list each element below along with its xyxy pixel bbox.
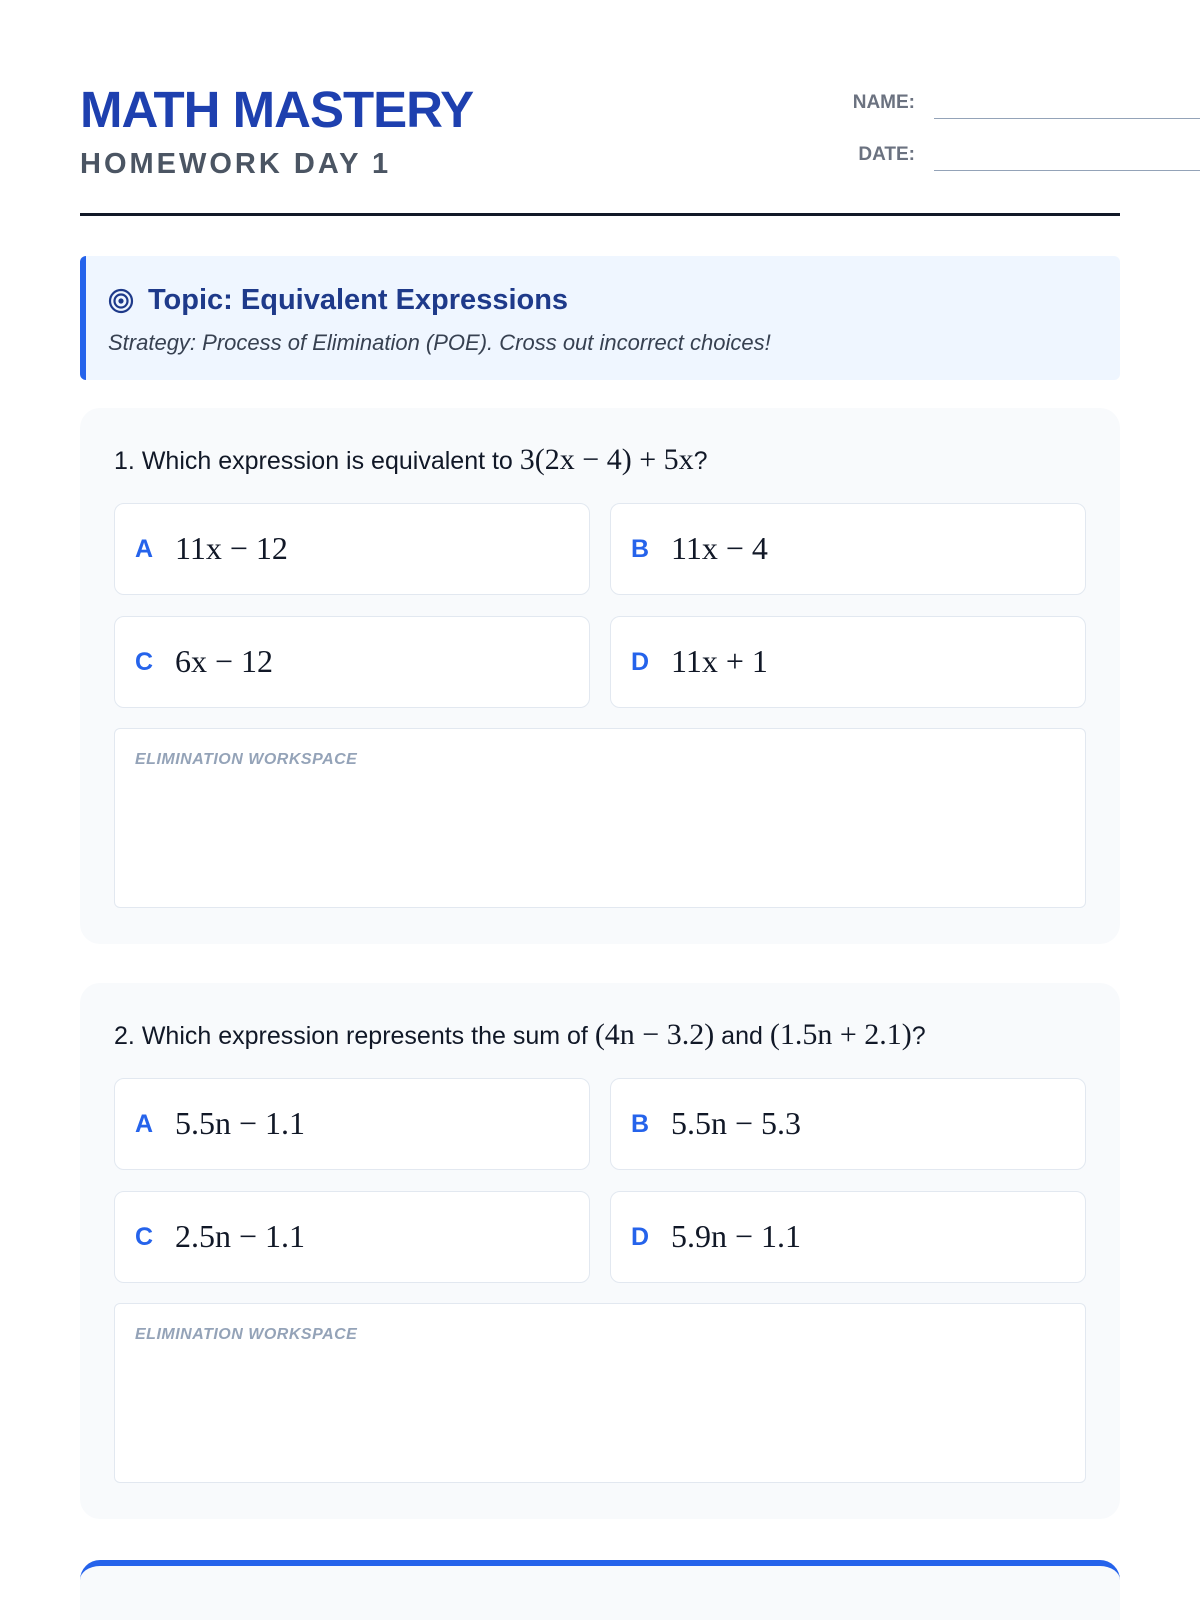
choice-letter: D xyxy=(631,648,650,676)
choice-letter: A xyxy=(135,535,154,563)
choice-letter: B xyxy=(631,535,650,563)
question-card-2 xyxy=(80,983,1120,1519)
workspace-label: ELIMINATION WORKSPACE xyxy=(135,751,358,768)
choice-a[interactable] xyxy=(114,1078,590,1170)
question-math: 3(2x − 4) + 5x xyxy=(519,443,694,476)
question-text: Which expression represents the sum of xyxy=(141,1022,588,1050)
worksheet-page xyxy=(80,0,1120,1343)
choice-expression: 11x − 12 xyxy=(175,530,288,566)
choice-letter: A xyxy=(135,1110,154,1138)
question-text: Which expression is equivalent to xyxy=(141,447,513,475)
elimination-workspace[interactable] xyxy=(114,728,1086,908)
topic-strategy: Strategy: Process of Elimination (POE). Cross out incorrect choices! xyxy=(108,330,771,355)
choice-a[interactable] xyxy=(114,503,590,595)
question-card-1 xyxy=(80,408,1120,944)
choice-expression: 2.5n − 1.1 xyxy=(175,1218,306,1254)
date-label: DATE: xyxy=(858,144,915,165)
topic-callout xyxy=(80,256,1120,380)
choice-expression: 5.9n − 1.1 xyxy=(671,1218,802,1254)
page-subtitle: HOMEWORK DAY 1 xyxy=(80,148,392,180)
choice-b[interactable] xyxy=(610,503,1086,595)
name-label: NAME: xyxy=(852,92,915,113)
choice-expression: 5.5n − 5.3 xyxy=(671,1105,802,1141)
question-conjunction: and xyxy=(721,1022,763,1050)
name-field[interactable] xyxy=(760,90,1200,120)
date-field[interactable] xyxy=(760,142,1200,172)
choice-letter: B xyxy=(631,1110,650,1138)
page-title: MATH MASTERY xyxy=(80,81,474,138)
choice-c[interactable] xyxy=(114,1191,590,1283)
date-line[interactable] xyxy=(934,170,1200,171)
choice-expression: 5.5n − 1.1 xyxy=(175,1105,306,1141)
choice-d[interactable] xyxy=(610,616,1086,708)
choice-d[interactable] xyxy=(610,1191,1086,1283)
question-number: 2. xyxy=(114,1022,135,1050)
workspace-label: ELIMINATION WORKSPACE xyxy=(135,1326,358,1343)
topic-title: Topic: Equivalent Expressions xyxy=(148,284,569,316)
choice-c[interactable] xyxy=(114,616,590,708)
choice-b[interactable] xyxy=(610,1078,1086,1170)
worksheet-header xyxy=(80,0,1120,216)
question-math-2: (1.5n + 2.1) xyxy=(769,1018,912,1051)
choice-expression: 11x − 4 xyxy=(671,530,768,566)
question-prompt xyxy=(114,442,708,479)
choice-expression: 6x − 12 xyxy=(175,643,274,679)
choice-letter: C xyxy=(135,648,154,676)
target-icon xyxy=(108,288,134,314)
question-end: ? xyxy=(911,1022,926,1050)
question-math-1: (4n − 3.2) xyxy=(594,1018,715,1051)
elimination-workspace[interactable] xyxy=(114,1303,1086,1483)
question-number: 1. xyxy=(114,447,135,475)
choice-expression: 11x + 1 xyxy=(671,643,768,679)
name-line[interactable] xyxy=(934,118,1200,119)
choice-letter: D xyxy=(631,1223,650,1251)
question-prompt xyxy=(114,1017,926,1054)
question-end: ? xyxy=(693,447,708,475)
next-section-card xyxy=(80,1560,1120,1620)
choice-letter: C xyxy=(135,1223,154,1251)
